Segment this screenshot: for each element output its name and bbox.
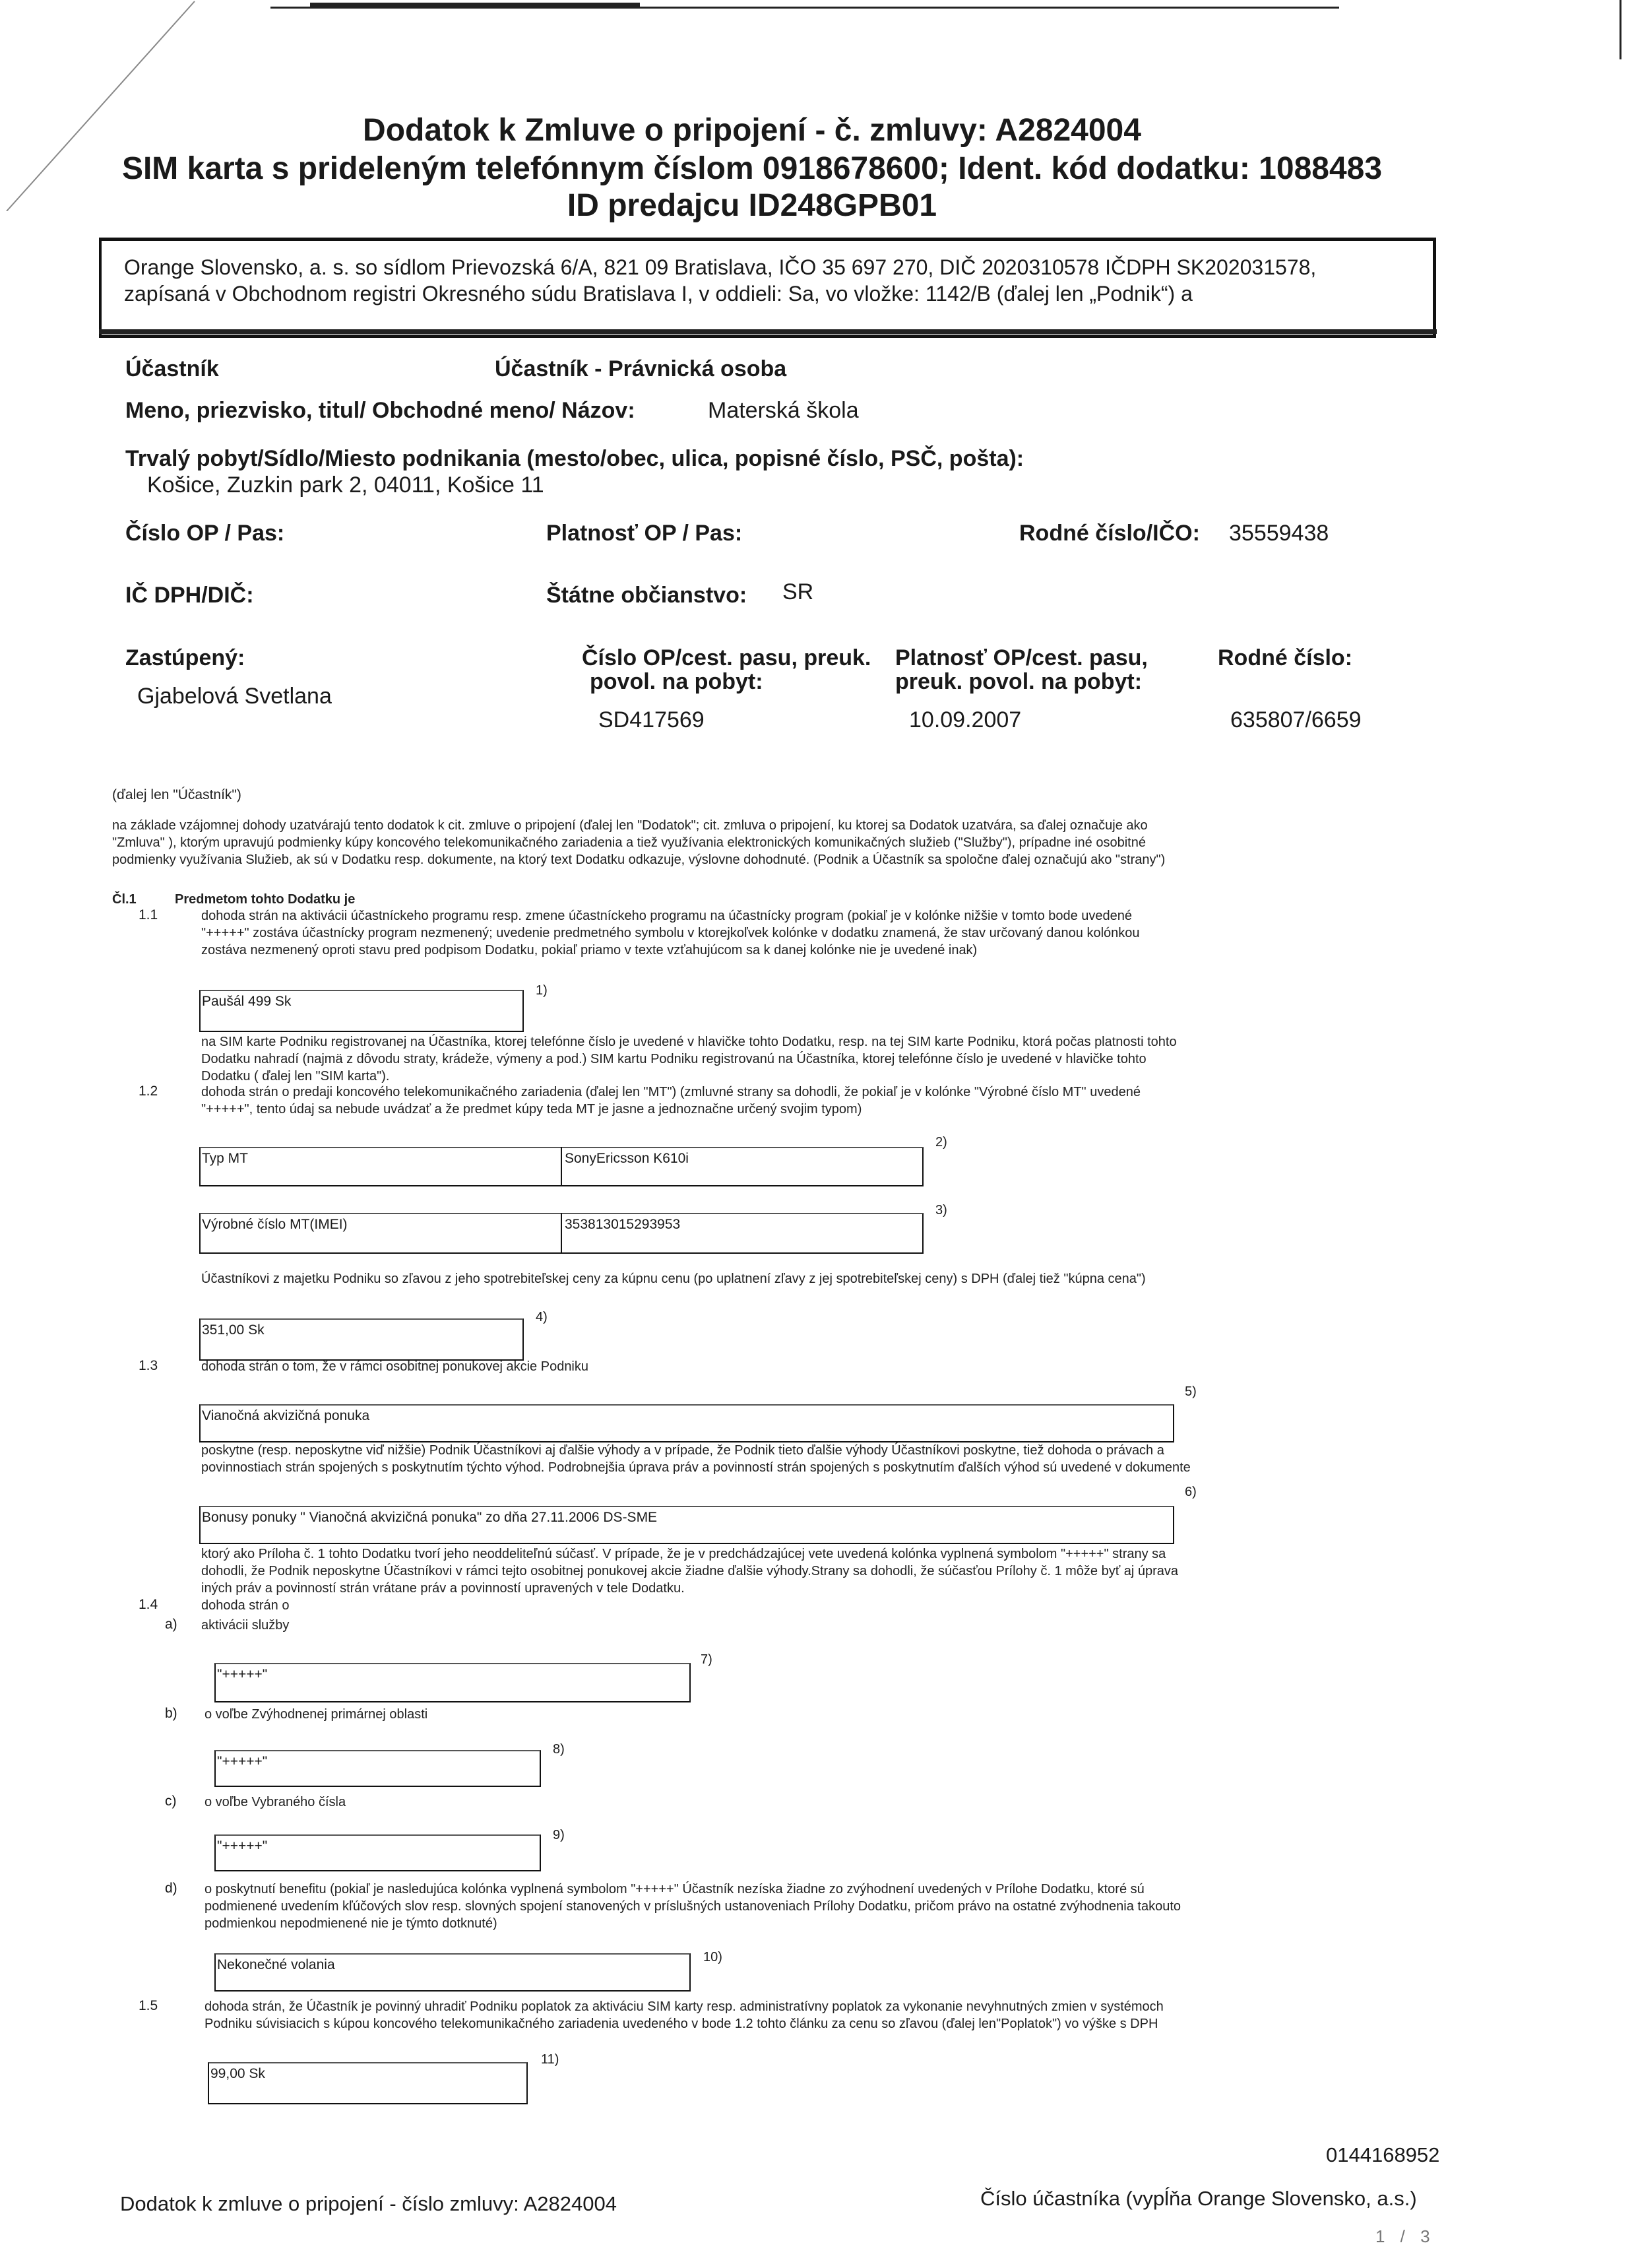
tariff-value: Paušál 499 Sk <box>202 994 292 1009</box>
footnote-7: 7) <box>701 1652 712 1667</box>
intro-line-1: na základe vzájomnej dohody uzatvárajú tento dodatok k cit. zmluve o pripojení (ďalej len "Dodatok"; cit. zmluva o pripojení, ku ktorej sa Dodatok uzatvára, sa ďalej označuje ako <box>112 818 1148 833</box>
item-c-text: o voľbe Vybraného čísla <box>204 1795 346 1809</box>
footnote-2: 2) <box>935 1135 947 1150</box>
tariff-field <box>199 990 524 1032</box>
birth-number-label: Rodné číslo: <box>1218 645 1353 670</box>
op-validity-label: Platnosť OP / Pas: <box>546 521 743 546</box>
article-title: Predmetom tohto Dodatku je <box>175 892 356 907</box>
primary-area-value: "+++++" <box>217 1754 268 1769</box>
footnote-8: 8) <box>553 1742 565 1757</box>
op-pas-label: Číslo OP / Pas: <box>125 521 285 546</box>
imei-label: Výrobné číslo MT(IMEI) <box>202 1217 348 1232</box>
item-b-text: o voľbe Zvýhodnenej primárnej oblasti <box>204 1707 428 1722</box>
bonus-document-field <box>199 1506 1174 1544</box>
participant-label: Účastník <box>125 356 219 381</box>
s13-line-4: ktorý ako Príloha č. 1 tohto Dodatku tvorí jeho neoddeliteľnú súčasť. V prípade, že je v predchádzajúcej vete uvedená kolónka vyplnená symbolom "+++++" strany sa <box>201 1547 1166 1561</box>
id-validity-value: 10.09.2007 <box>909 707 1022 732</box>
section-1-3-number: 1.3 <box>139 1358 158 1373</box>
fee-value: 99,00 Sk <box>210 2066 265 2081</box>
rc-ico-label: Rodné číslo/IČO: <box>1019 521 1200 546</box>
address-value: Košice, Zuzkin park 2, 04011, Košice 11 <box>147 472 544 498</box>
fee-field <box>208 2062 528 2104</box>
s11-line-5: Dodatku nahradí (najmä z dôvodu straty, krádeže, výmeny a pod.) SIM kartu Podniku registrovanú na Účastníka, ktorej telefónne číslo je uvedené v hlavičke tohto <box>201 1052 1147 1066</box>
item-a-text: aktivácii služby <box>201 1618 290 1633</box>
id-doc-value: SD417569 <box>598 707 705 732</box>
s11-line-1: dohoda strán na aktivácii účastníckeho programu resp. zmene účastníckeho programu na účastnícky program (pokiaľ je v kolónke nižšie v tomto bode uvedené <box>201 909 1133 923</box>
name-value: Materská škola <box>708 398 859 423</box>
name-label: Meno, priezvisko, titul/ Obchodné meno/ Názov: <box>125 398 635 423</box>
benefit-field <box>214 1953 691 1992</box>
s12-line-2: "+++++", tento údaj sa nebude uvádzať a že predmet kúpy teda MT je jasne a jednoznačne určený svojim typom) <box>201 1102 862 1117</box>
footnote-6: 6) <box>1185 1485 1197 1499</box>
ic-dph-label: IČ DPH/DIČ: <box>125 583 254 608</box>
participant-alias: (ďalej len "Účastník") <box>112 787 241 802</box>
represented-label: Zastúpený: <box>125 645 245 670</box>
id-validity-label-2: preuk. povol. na pobyt: <box>895 669 1143 694</box>
intro-line-3: podmienky využívania Služieb, ak sú v Dodatku resp. dokumente, na ktorý text Dodatku odkazuje, výslovne dohodnuté. (Podnik a Účastník sa spoločne ďalej označujú ako "strany") <box>112 853 1166 867</box>
footnote-1: 1) <box>536 983 548 998</box>
birth-number-value: 635807/6659 <box>1230 707 1362 732</box>
item-a-label: a) <box>165 1617 177 1632</box>
id-doc-label-2: povol. na pobyt: <box>590 669 763 694</box>
scan-top-line <box>270 7 1339 9</box>
footnote-5: 5) <box>1185 1384 1197 1399</box>
section-1-2-number: 1.2 <box>139 1084 158 1099</box>
citizenship-label: Štátne občianstvo: <box>546 583 747 608</box>
s11-line-4: na SIM karte Podniku registrovanej na Účastníka, ktorej telefónne číslo je uvedené v hlavičke tohto Dodatku, resp. na tej SIM karte Podniku, ktorá počas platnosti tohto <box>201 1035 1177 1049</box>
participant-type: Účastník - Právnická osoba <box>495 356 787 381</box>
s13-line-6: iných práv a povinností strán vrátane práv a povinností upravených v tele Dodatku. <box>201 1581 685 1596</box>
footnote-11: 11) <box>541 2052 559 2067</box>
footnote-10: 10) <box>703 1950 722 1964</box>
s13-line-1: dohoda strán o tom, že v rámci osobitnej ponukovej akcie Podniku <box>201 1359 589 1374</box>
promotion-field <box>199 1404 1174 1442</box>
s12-line-3: Účastníkovi z majetku Podniku so zľavou z jeho spotrebiteľskej ceny za kúpnu cenu (po uplatnení zľavy z jej spotrebiteľskej ceny) s DPH (ďalej tiež "kúpna cena") <box>201 1272 1146 1286</box>
service-activation-value: "+++++" <box>217 1667 268 1682</box>
s12-line-1: dohoda strán o predaji koncového telekomunikačného zariadenia (ďalej len "MT") (zmluvné strany sa dohodli, že pokiaľ je v kolónke "Výrobné číslo MT" uvedené <box>201 1085 1141 1099</box>
bonus-document-value: Bonusy ponuky " Vianočná akvizičná ponuka" zo dňa 27.11.2006 DS-SME <box>202 1510 658 1525</box>
document-number: 0144168952 <box>1326 2143 1440 2166</box>
selected-number-value: "+++++" <box>217 1838 268 1854</box>
s11-line-2: "+++++" zostáva účastnícky program nezmenený; uvedenie predmetného symbolu v ktorejkoľvek kolónke v dodatku znamená, že stav určovaný danou kolónkou <box>201 926 1140 940</box>
article-number: Čl.1 <box>112 892 137 907</box>
s15-line-1: dohoda strán, že Účastník je povinný uhradiť Podniku poplatok za aktiváciu SIM karty resp. administratívny poplatok za vykonanie nevyhnutných zmien v systémoch <box>204 1999 1164 2014</box>
address-label: Trvalý pobyt/Sídlo/Miesto podnikania (mesto/obec, ulica, popisné číslo, PSČ, pošta): <box>125 446 1024 471</box>
promotion-value: Vianočná akvizičná ponuka <box>202 1408 370 1423</box>
service-activation-field <box>214 1663 691 1702</box>
s11-line-3: zostáva nezmenený oproti stavu pred podpisom Dodatku, pokiaľ priamo v texte vzťahujúcom sa k danej kolónke nie je uvedené inak) <box>201 943 978 957</box>
scan-top-line-dark <box>310 3 640 7</box>
scan-right-edge <box>1620 0 1621 59</box>
primary-area-field <box>214 1750 541 1787</box>
imei-field <box>199 1213 924 1254</box>
provider-line-2: zapísaná v Obchodnom registri Okresného súdu Bratislava I, v oddieli: Sa, vo vložke: 1142/B (ďalej len „Podnik“) a <box>124 282 1193 306</box>
imei-value: 353813015293953 <box>565 1217 681 1232</box>
id-doc-label-1: Číslo OP/cest. pasu, preuk. <box>582 645 871 670</box>
section-1-4-number: 1.4 <box>139 1597 158 1612</box>
provider-line-1: Orange Slovensko, a. s. so sídlom Prievozská 6/A, 821 09 Bratislava, IČO 35 697 270, DIČ 2020310578 IČDPH SK202031578, <box>124 255 1317 279</box>
item-d-line-1: o poskytnutí benefitu (pokiaľ je nasledujúca kolónka vyplnená symbolom "+++++" Účastník nezíska žiadne zo zvýhodnení uvedených v Prílohe Dodatku, ktoré sú <box>204 1882 1145 1896</box>
price-field <box>199 1318 524 1361</box>
item-d-line-3: podmienkou nepodmienené nie je týmto dotknuté) <box>204 1916 497 1931</box>
s13-line-2: poskytne (resp. neposkytne viď nižšie) Podnik Účastníkovi aj ďalšie výhody a v prípade, že Podnik tieto ďalšie výhody Účastníkovi poskytne, tiež dohoda o právach a <box>201 1443 1164 1458</box>
device-type-field <box>199 1147 924 1186</box>
provider-box <box>99 238 1436 338</box>
item-c-label: c) <box>165 1794 177 1809</box>
page-number: 1 / 3 <box>1375 2226 1430 2246</box>
intro-line-2: "Zmluva" ), ktorým upravujú podmienky kúpy koncového telekomunikačného zariadenia a tiež využívania elektronických komunikačných služieb ("Služby"), prípadne iné osobitné <box>112 835 1146 850</box>
footnote-3: 3) <box>935 1203 947 1217</box>
item-d-label: d) <box>165 1881 177 1896</box>
s13-line-3: povinnostiach strán spojených s poskytnutím týchto výhod. Podrobnejšia úprava práv a povinností strán spojených s poskytnutím ďalších výhod sú uvedené v dokumente <box>201 1460 1191 1475</box>
sim-info-title: SIM karta s prideleným telefónnym číslom 0918678600; Ident. kód dodatku: 1088483 <box>121 151 1383 186</box>
device-type-label: Typ MT <box>202 1151 249 1166</box>
footer-participant-number: Číslo účastníka (vypĺňa Orange Slovensko, a.s.) <box>980 2187 1417 2210</box>
section-1-1-number: 1.1 <box>139 907 158 923</box>
item-b-label: b) <box>165 1706 177 1721</box>
item-d-line-2: podmienené uvedením kľúčových slov resp. slovných spojení stanovených v príslušných ustanoveniach Prílohy Dodatku, pričom právo na ostatné zvýhodnenia takouto <box>204 1899 1181 1914</box>
represented-value: Gjabelová Svetlana <box>137 684 332 709</box>
footer-contract-ref: Dodatok k zmluve o pripojení - číslo zmluvy: A2824004 <box>120 2192 617 2215</box>
document-title: Dodatok k Zmluve o pripojení - č. zmluvy: A2824004 <box>363 113 1141 148</box>
rc-ico-value: 35559438 <box>1229 521 1329 546</box>
citizenship-value: SR <box>782 579 814 604</box>
price-value: 351,00 Sk <box>202 1322 265 1338</box>
provider-box-bottom-shadow <box>99 329 1437 334</box>
s13-line-5: dohodli, že Podnik neposkytne Účastníkovi v rámci tejto osobitnej ponukovej akcie žiadne ďalšie výhody.Strany sa dohodli, že súčasťou Prílohy č. 1 môže byť aj úprava <box>201 1564 1179 1578</box>
id-validity-label-1: Platnosť OP/cest. pasu, <box>895 645 1148 670</box>
selected-number-field <box>214 1834 541 1871</box>
dealer-id-title: ID predajcu ID248GPB01 <box>567 188 937 223</box>
benefit-value: Nekonečné volania <box>217 1957 335 1972</box>
s11-line-6: Dodatku ( ďalej len "SIM karta"). <box>201 1069 390 1084</box>
s15-line-2: Podniku súvisiacich s kúpou koncového telekomunikačného zariadenia uvedeného v bode 1.2 tohto článku za cenu so zľavou (ďalej len"Poplatok") vo výške s DPH <box>204 2017 1158 2031</box>
s14-line-1: dohoda strán o <box>201 1598 290 1613</box>
footnote-9: 9) <box>553 1828 565 1842</box>
footnote-4: 4) <box>536 1310 548 1324</box>
device-type-value: SonyEricsson K610i <box>565 1151 689 1166</box>
section-1-5-number: 1.5 <box>139 1998 158 2013</box>
